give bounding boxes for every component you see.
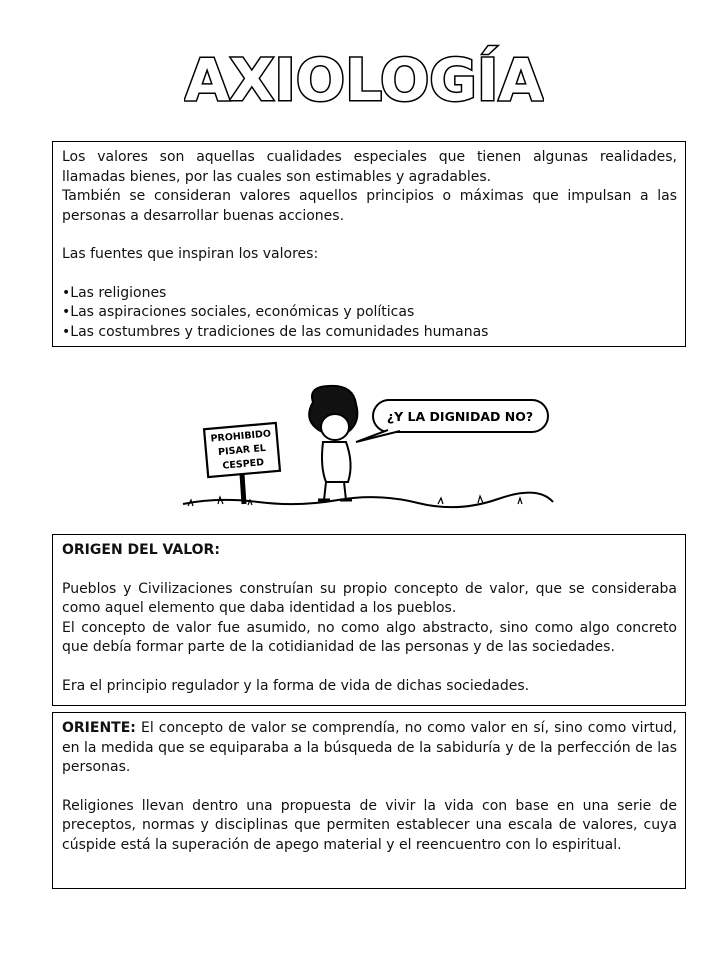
intro-paragraph-2: También se consideran valores aquellos principios o máximas que impulsan a las personas a desarrollar buenas acciones.	[62, 188, 677, 224]
prohibido-sign	[204, 423, 280, 504]
intro-paragraph: Los valores son aquellas cualidades especiales que tienen algunas realidades, llamadas bienes, por las cuales son estimables y agradables.	[62, 149, 677, 185]
list-item: • Las religiones	[62, 284, 677, 304]
title-text: AXIOLOGÍA	[184, 46, 544, 110]
girl-figure-icon	[309, 386, 357, 500]
orient-text-1: El concepto de valor se comprendía, no como valor en sí, sino como virtud, en la medida que se equiparaba a la búsqueda de la sabiduría y de la perfección de las personas.	[62, 720, 677, 775]
sign-line-1: PROHIBIDO	[210, 428, 272, 445]
sign-line-2: PISAR EL	[217, 442, 267, 459]
mafalda-cartoon	[178, 382, 558, 522]
sources-title: Las fuentes que inspiran los valores:	[62, 246, 319, 262]
grass-line	[183, 493, 553, 507]
speech-bubble	[356, 400, 548, 442]
list-item: • Las aspiraciones sociales, económicas y políticas	[62, 303, 677, 323]
origin-paragraph-1: Pueblos y Civilizaciones construían su propio concepto de valor, que se consideraba como aquel elemento que daba identidad a los pueblos.	[62, 580, 677, 616]
list-item: • Las costumbres y tradiciones de las comunidades humanas	[62, 323, 677, 343]
title-wordart	[184, 40, 544, 110]
speech-text: ¿Y LA DIGNIDAD NO?	[386, 409, 534, 424]
origin-paragraph-2: El concepto de valor fue asumido, no como algo abstracto, sino como algo concreto que debía formar parte de la cotidianidad de las personas y de las sociedades.	[62, 619, 677, 655]
orient-paragraph-1	[62, 719, 677, 778]
orient-paragraph-2: Religiones llevan dentro una propuesta de vivir la vida con base en una serie de preceptos, normas y disciplinas que permiten establecer una escala de valores, cuya cúspide está la superación de apego material y el reencuentro con lo espiritual.	[62, 797, 677, 853]
sources-list	[62, 284, 677, 343]
sign-line-3: CESPED	[222, 457, 265, 472]
origin-heading: ORIGEN DEL VALOR:	[62, 542, 220, 558]
origin-box	[52, 534, 686, 706]
intro-box	[52, 141, 686, 347]
orient-box	[52, 712, 686, 889]
orient-heading: ORIENTE:	[62, 720, 136, 736]
page-title	[0, 40, 728, 110]
origin-paragraph-3: Era el principio regulador y la forma de vida de dichas sociedades.	[62, 677, 530, 694]
